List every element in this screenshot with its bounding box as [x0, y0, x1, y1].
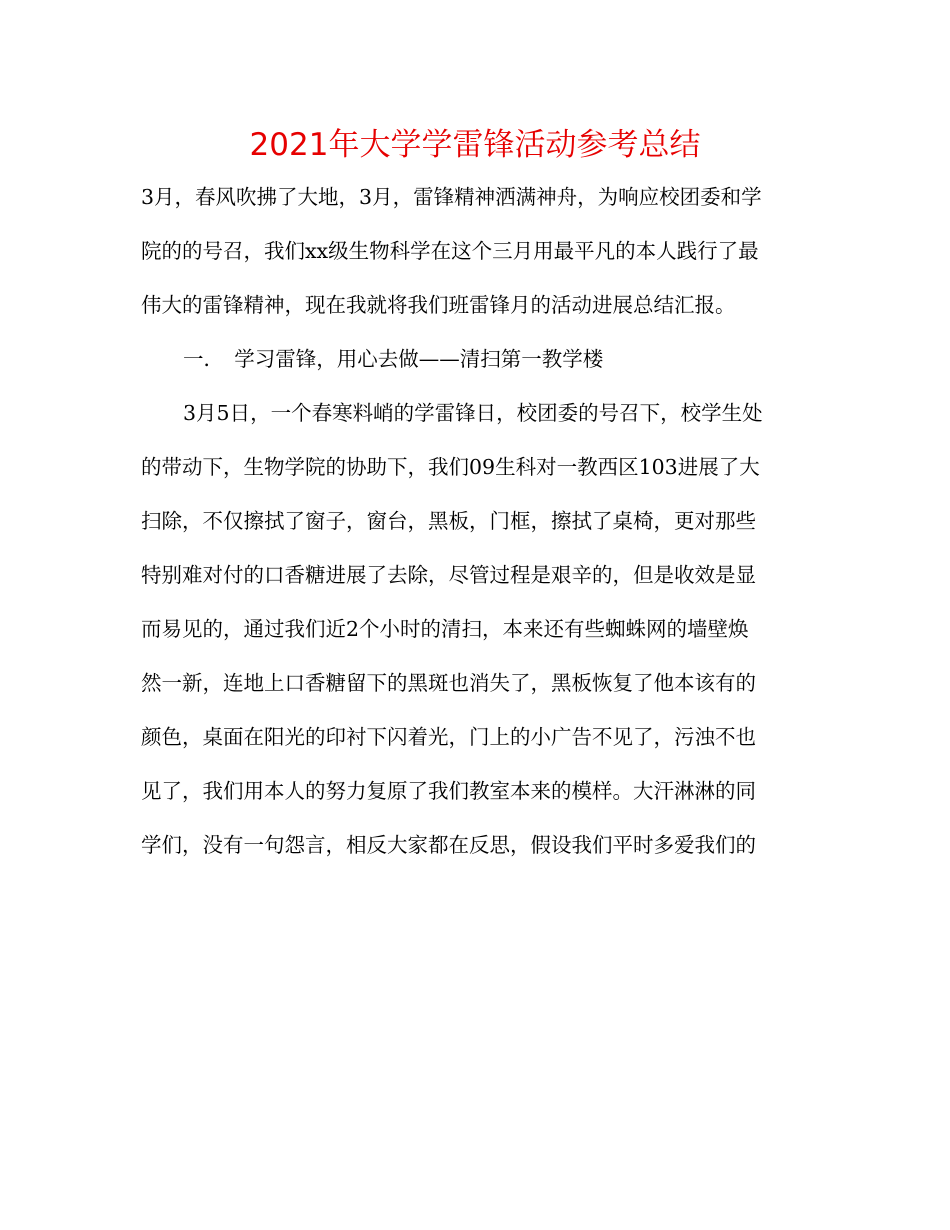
paragraph-line: 特别难对付的口香糖进展了去除，尽管过程是艰辛的，但是收效是显	[141, 563, 756, 587]
paragraph-line: 见了，我们用本人的努力复原了我们教室本来的模样。大汗淋淋的同	[141, 779, 756, 803]
paragraph-line: 学们，没有一句怨言，相反大家都在反思，假设我们平时多爱我们的	[141, 833, 756, 857]
document-body	[141, 170, 811, 872]
section-heading: 一． 学习雷锋，用心去做——清扫第一教学楼	[183, 347, 604, 371]
document-title: 2021年大学学雷锋活动参考总结	[249, 127, 701, 163]
paragraph-line: 伟大的雷锋精神，现在我就将我们班雷锋月的活动进展总结汇报。	[141, 293, 736, 317]
paragraph-line: 院的的号召，我们xx级生物科学在这个三月用最平凡的本人践行了最	[141, 239, 759, 263]
paragraph-line: 3月5日，一个春寒料峭的学雷锋日，校团委的号召下，校学生处	[183, 401, 763, 425]
paragraph-line: 扫除，不仅擦拭了窗子，窗台，黑板，门框，擦拭了桌椅，更对那些	[141, 509, 756, 533]
paragraph-line: 3月，春风吹拂了大地，3月，雷锋精神洒满神舟，为响应校团委和学	[141, 185, 762, 209]
paragraph-line: 然一新，连地上口香糖留下的黑斑也消失了，黑板恢复了他本该有的	[141, 671, 756, 695]
paragraph-line: 颜色，桌面在阳光的印衬下闪着光，门上的小广告不见了，污浊不也	[141, 725, 756, 749]
paragraph-line: 而易见的，通过我们近2个小时的清扫，本来还有些蜘蛛网的墙壁焕	[141, 617, 749, 641]
paragraph-line: 的带动下，生物学院的协助下，我们09生科对一教西区103进展了大	[141, 455, 760, 479]
